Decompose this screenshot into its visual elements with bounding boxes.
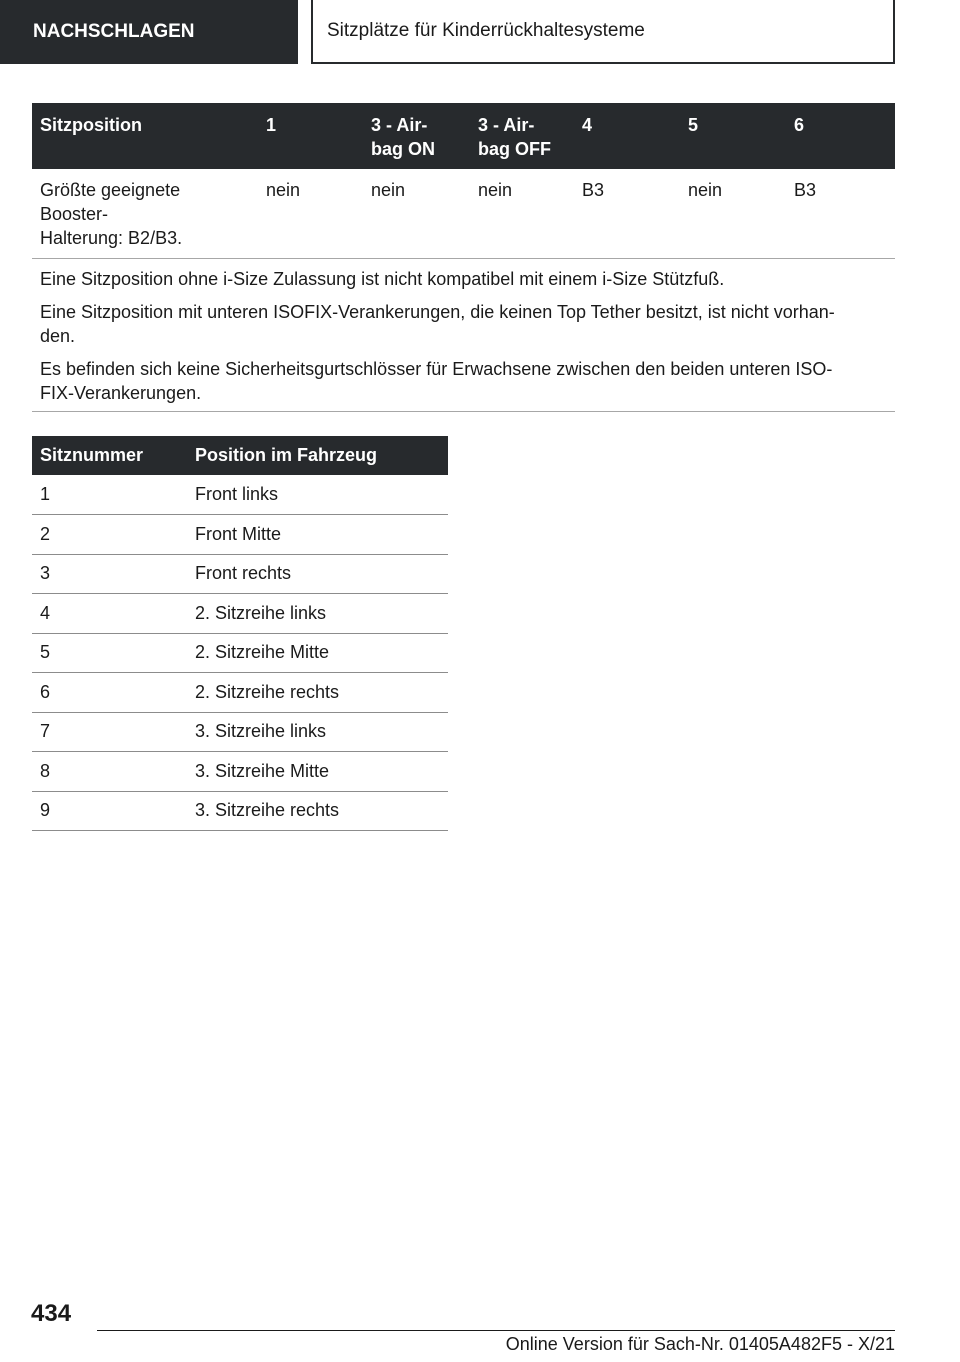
seat-number: 4 — [32, 594, 187, 634]
table-row — [32, 712, 448, 752]
table-row — [32, 673, 448, 713]
header-cell: Sitznummer — [32, 436, 187, 475]
table-row — [32, 633, 448, 673]
page-title: Sitzplätze für Kinderrückhaltesysteme — [311, 0, 895, 64]
header-cell: 5 — [680, 103, 786, 169]
seat-number-table — [32, 436, 448, 831]
header-cell: Sitzposition — [32, 103, 258, 169]
seat-number: 6 — [32, 673, 187, 713]
header-cell: Position im Fahrzeug — [187, 436, 448, 475]
header-cell: 1 — [258, 103, 363, 169]
seat-number: 8 — [32, 752, 187, 792]
seat-number: 7 — [32, 712, 187, 752]
table-row — [32, 475, 448, 515]
section-label: NACHSCHLAGEN — [0, 0, 298, 64]
table-header-row — [32, 436, 448, 475]
seat-position: Front links — [187, 475, 448, 515]
table-row — [32, 752, 448, 792]
table-cell: nein — [363, 169, 470, 259]
seat-position: 2. Sitzreihe links — [187, 594, 448, 634]
header-cell: 3 - Air- bag OFF — [470, 103, 574, 169]
seat-position: Front rechts — [187, 554, 448, 594]
seat-position: 3. Sitzreihe rechts — [187, 791, 448, 831]
seat-number: 1 — [32, 475, 187, 515]
seat-compatibility-table — [32, 103, 895, 412]
seat-position: 3. Sitzreihe Mitte — [187, 752, 448, 792]
seat-position: Front Mitte — [187, 515, 448, 555]
table-row — [32, 791, 448, 831]
table-cell: B3 — [786, 169, 895, 259]
table-header-row — [32, 103, 895, 169]
notes-row — [32, 259, 895, 412]
seat-number: 2 — [32, 515, 187, 555]
table-cell: nein — [680, 169, 786, 259]
note-text: Eine Sitzposition ohne i-Size Zulassung ist nicht kompatibel mit einem i-Size Stützfuß. — [40, 269, 725, 289]
table-cell: B3 — [574, 169, 680, 259]
table-row — [32, 515, 448, 555]
footer-divider — [97, 1330, 895, 1331]
seat-position: 2. Sitzreihe rechts — [187, 673, 448, 713]
seat-position: 3. Sitzreihe links — [187, 712, 448, 752]
table-cell: nein — [470, 169, 574, 259]
table-cell: nein — [258, 169, 363, 259]
seat-number: 3 — [32, 554, 187, 594]
note-text: Es befinden sich keine Sicherheitsgurtschlösser für Erwachsene zwischen den beiden unteren ISO- FIX-Verankerungen. — [40, 359, 833, 403]
footer-text: Online Version für Sach-Nr. 01405A482F5 - X/21 — [505, 1334, 895, 1354]
notes-cell — [32, 259, 895, 412]
table-cell: Größte geeignete Booster- Halterung: B2/B3. — [32, 169, 258, 259]
header-cell: 4 — [574, 103, 680, 169]
seat-number: 9 — [32, 791, 187, 831]
seat-number: 5 — [32, 633, 187, 673]
note-text: Eine Sitzposition mit unteren ISOFIX-Verankerungen, die keinen Top Tether besitzt, ist nicht vorhan- den. — [40, 302, 835, 346]
header-cell: 6 — [786, 103, 895, 169]
table-row — [32, 554, 448, 594]
seat-position: 2. Sitzreihe Mitte — [187, 633, 448, 673]
table-row — [32, 594, 448, 634]
table-row — [32, 169, 895, 259]
header-cell: 3 - Air- bag ON — [363, 103, 470, 169]
page-number: 434 — [31, 1300, 72, 1327]
